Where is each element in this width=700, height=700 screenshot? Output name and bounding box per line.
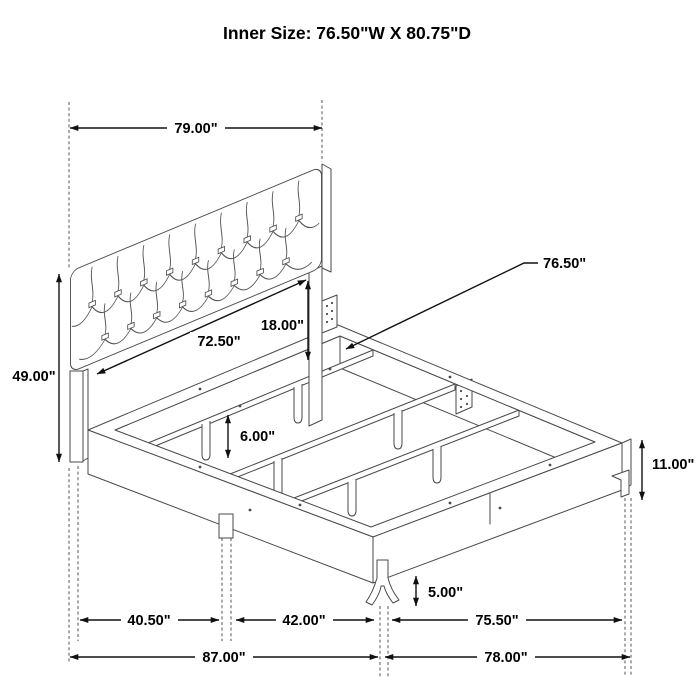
bed-frame xyxy=(88,325,631,605)
dim-leader-inner-width xyxy=(346,263,538,349)
left-rail-center-leg xyxy=(219,514,233,538)
slat-leg xyxy=(202,421,210,460)
dim-label-headboard-panel-drop: 18.00" xyxy=(260,318,304,334)
left-rail-face xyxy=(88,430,373,583)
dim-label-headboard-width-inner: 72.50" xyxy=(197,334,241,350)
reference-lines xyxy=(69,100,631,677)
headboard-bracket xyxy=(322,295,337,333)
dim-label-overall-depth: 87.00" xyxy=(202,650,246,666)
dim-label-headboard-height: 49.00" xyxy=(12,369,56,385)
headboard-left-leg xyxy=(70,371,83,462)
diagram-title: Inner Size: 76.50"W X 80.75"D xyxy=(222,23,472,43)
dim-label-base-rear-section: 42.00" xyxy=(282,613,326,629)
dim-label-base-front-section: 40.50" xyxy=(127,613,171,629)
dim-label-slat-leg-height: 6.00" xyxy=(240,429,276,445)
dim-label-side-rail-height: 11.00" xyxy=(652,457,695,473)
slat-leg xyxy=(394,410,402,449)
dim-label-foot-leg-height: 5.00" xyxy=(428,585,464,601)
headboard-side-face xyxy=(322,164,331,272)
dim-label-inner-width: 76.50" xyxy=(543,256,587,272)
headboard-right-leg xyxy=(309,266,322,426)
dimensions xyxy=(12,119,694,666)
headboard-left-leg-side xyxy=(83,369,88,461)
slat-leg xyxy=(348,479,356,516)
dim-label-side-rail-length: 75.50" xyxy=(475,613,519,629)
slat-leg xyxy=(294,384,302,423)
slat-leg xyxy=(433,446,441,483)
dim-label-base-depth: 78.00" xyxy=(484,650,528,666)
dim-label-headboard-width-overall: 79.00" xyxy=(174,121,218,137)
